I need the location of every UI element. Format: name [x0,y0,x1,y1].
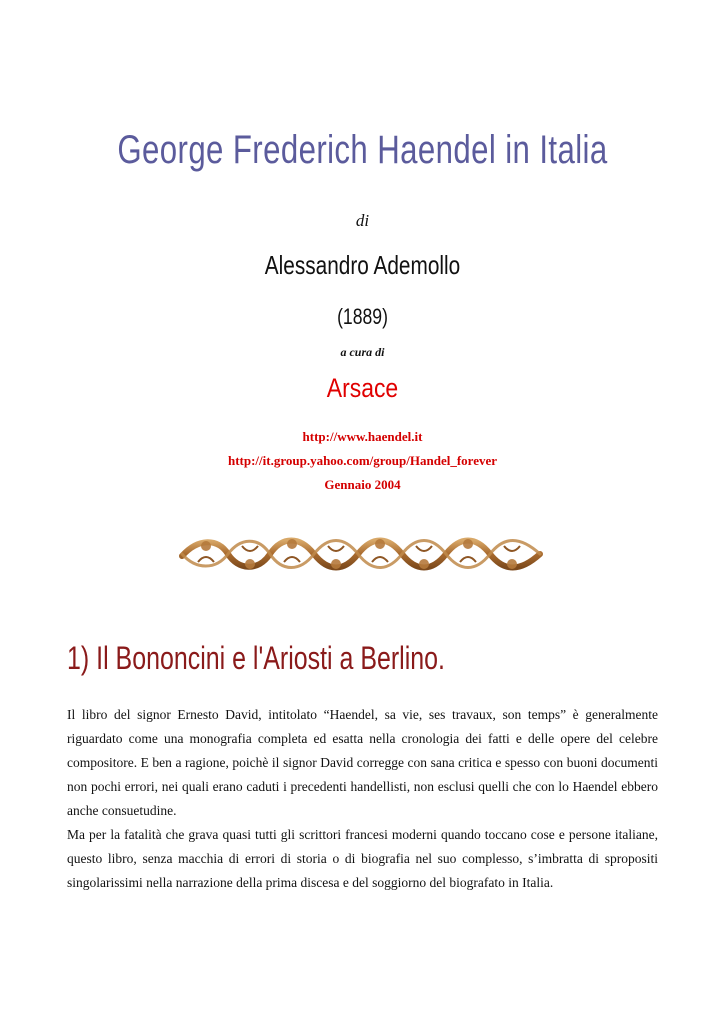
decorative-ornament [178,528,544,580]
paragraph: Ma per la fatalità che grava quasi tutti gli scrittori francesi moderni quando toccano cose e persone italiane, questo libro, senza macchia di errori di storia o di biografia nel suo complesso, s’imbratta di spropositi singolarissimi nella narrazione della prima discesa e del soggiorno del biografato in Italia. [67,827,658,890]
publication-year: (1889) [337,304,388,329]
document-title: George Frederich Haendel in Italia [117,128,608,172]
website-link[interactable]: http://www.haendel.it [302,429,423,444]
edited-by-label: a cura di [340,345,385,359]
author-name: Alessandro Ademollo [264,250,461,280]
curator-name: Arsace [326,373,399,403]
section-heading: 1) Il Bononcini e l'Ariosti a Berlino. [67,640,445,676]
body-text [67,703,658,895]
edition-date: Gennaio 2004 [324,477,401,492]
group-link[interactable]: http://it.group.yahoo.com/group/Handel_forever [227,453,498,468]
paragraph: Il libro del signor Ernesto David, intitolato “Haendel, sa vie, ses travaux, son temps” è generalmente riguardato come una monografia completa ed esatta nella cronologia dei fatti e delle opere del celebre compositore. E ben a ragione, poichè il signor David corregge con sana critica e spesso con buoni documenti non pochi errori, nei quali erano caduti i precedenti handellisti, non esclusi quelli che con lo Haendel ebbero anche consuetudine. [67,707,658,818]
byline-di: di [355,211,370,230]
